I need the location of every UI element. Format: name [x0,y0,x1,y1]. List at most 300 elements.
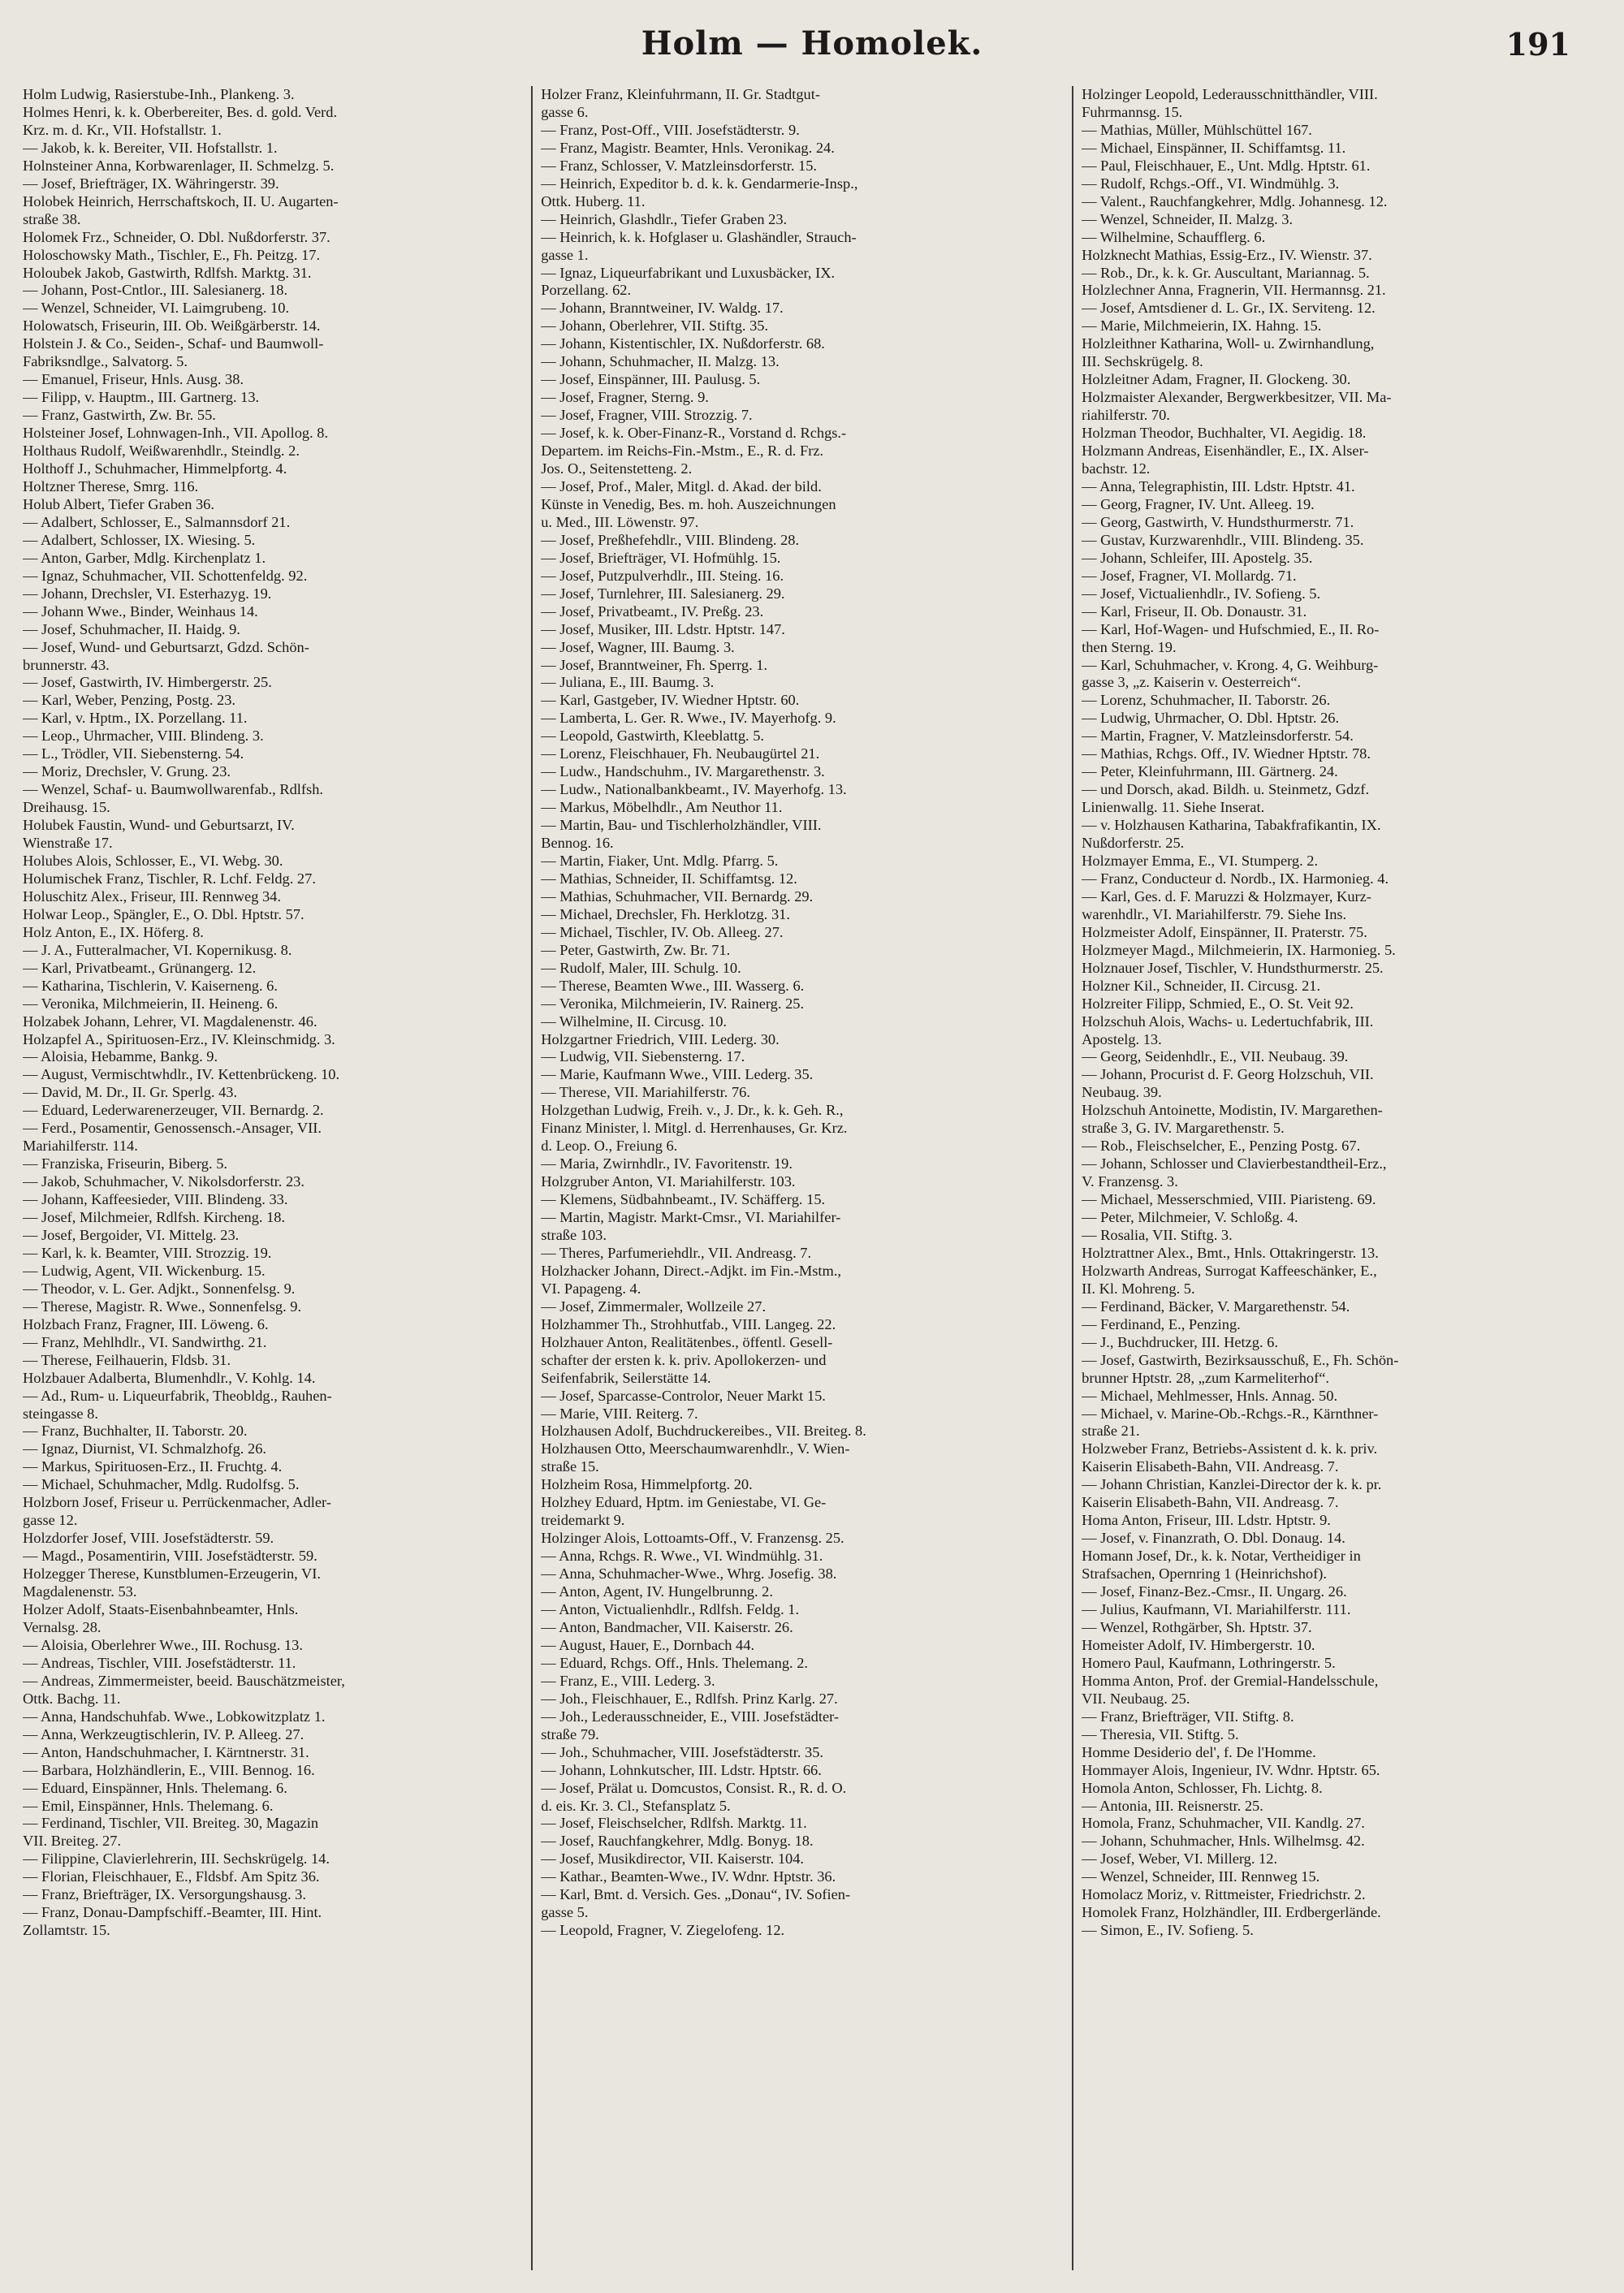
directory-entry: — Lorenz, Schuhmacher, II. Taborstr. 26. [1082,692,1331,709]
directory-entry: — Josef, Victualienhdlr., IV. Sofieng. 5. [1082,585,1321,602]
directory-entry: — Josef, Schuhmacher, II. Haidg. 9. [23,620,240,637]
directory-entry: — Ignaz, Liqueurfabrikant und Luxusbäcker, IX. [541,264,836,281]
directory-entry: — Therese, VII. Mariahilferstr. 76. [541,1084,750,1101]
directory-entry: Holzweber Franz, Betriebs-Assistent d. k. k. priv. [1082,1440,1378,1457]
directory-entry: — Theres, Parfumeriehdlr., VII. Andreasg. 7. [541,1244,812,1261]
directory-entry: — und Dorsch, akad. Bildh. u. Steinmetz, Gdzf. [1082,781,1370,798]
directory-entry: Holzner Kil., Schneider, II. Circusg. 21. [1082,977,1321,994]
directory-entry: Kaiserin Elisabeth-Bahn, VII. Andreasg. 7. [1082,1458,1339,1475]
directory-entry: — Josef, Gastwirth, Bezirksausschuß, E., Fh. Schön- [1082,1351,1399,1368]
directory-entry: — Moriz, Drechsler, V. Grung. 23. [23,763,231,780]
directory-entry: Homero Paul, Kaufmann, Lothringerstr. 5. [1082,1654,1336,1671]
directory-entry: — Lorenz, Fleischhauer, Fh. Neubaugürtel 21. [541,745,820,762]
directory-entry: — Josef, Fragner, Sterng. 9. [541,389,709,406]
directory-entry: VII. Breiteg. 27. [23,1833,122,1850]
directory-entry: Homa Anton, Friseur, III. Ldstr. Hptstr. 9. [1082,1512,1331,1529]
column-2 [541,86,1064,2270]
directory-entry: — Mathias, Schneider, II. Schiffamtsg. 12. [541,870,797,887]
directory-entry: — Jakob, k. k. Bereiter, VII. Hofstallstr. 1. [23,139,278,156]
directory-entry: Holstein J. & Co., Seiden-, Schaf- und Baumwoll- [23,335,324,352]
directory-entry: Fuhrmannsg. 15. [1082,103,1183,120]
directory-entry: Künste in Venedig, Bes. m. hoh. Auszeichnungen [541,495,836,512]
directory-entry: — Barbara, Holzhändlerin, E., VIII. Bennog. 16. [23,1761,315,1778]
directory-entry: — Franz, Post-Off., VIII. Josefstädterstr. 9. [541,121,800,138]
directory-entry: — Josef, Gastwirth, IV. Himbergerstr. 25. [23,674,272,691]
directory-entry: Holm Ludwig, Rasierstube-Inh., Plankeng. 3. [23,86,295,102]
directory-entry: — Wenzel, Schaf- u. Baumwollwarenfab., Rdlfsh. [23,781,323,798]
directory-entry: gasse 3, „z. Kaiserin v. Oesterreich“. [1082,674,1302,691]
directory-entry: — Eduard, Einspänner, Hnls. Thelemang. 6. [23,1779,287,1796]
directory-entry: — Kathar., Beamten-Wwe., IV. Wdnr. Hptstr. 36. [541,1868,836,1885]
column-divider [531,86,533,2270]
directory-entry: — Karl, Hof-Wagen- und Hufschmied, E., II. Ro- [1082,620,1380,637]
directory-entry: — Johann, Kistentischler, IX. Nußdorferstr. 68. [541,335,825,352]
directory-entry: III. Sechskrügelg. 8. [1082,353,1203,370]
directory-entry: — Johann, Branntweiner, IV. Waldg. 17. [541,300,784,317]
directory-entry: — Johann, Drechsler, VI. Esterhazyg. 19. [23,585,272,602]
directory-entry: Holthaus Rudolf, Weißwarenhdlr., Steindlg. 2. [23,443,300,460]
directory-entry: Holzmaister Alexander, Bergwerkbesitzer, VII. Ma- [1082,389,1392,406]
page-header [0,18,1624,75]
directory-entry: Holzer Adolf, Staats-Eisenbahnbeamter, Hnls. [23,1601,299,1618]
directory-entry: — Johann, Post-Cntlor., III. Salesianerg. 18. [23,282,288,299]
directory-entry: — Johann, Oberlehrer, VII. Stiftg. 35. [541,317,769,335]
directory-entry: — Karl, Friseur, II. Ob. Donaustr. 31. [1082,602,1307,620]
directory-entry: — Ignaz, Diurnist, VI. Schmalzhofg. 26. [23,1440,266,1457]
directory-entry: Homeister Adolf, IV. Himbergerstr. 10. [1082,1636,1315,1653]
directory-entry: Holzgartner Friedrich, VIII. Lederg. 30. [541,1030,780,1047]
directory-entry: — Josef, Putzpulverhdlr., III. Steing. 16. [541,567,784,584]
directory-entry: — Wilhelmine, Schaufflerg. 6. [1082,228,1266,245]
directory-entry: VII. Neubaug. 25. [1082,1690,1190,1707]
directory-entry: — Ferd., Posamentir, Genossensch.-Ansager, VII. [23,1120,322,1137]
directory-entry: gasse 1. [541,246,589,263]
directory-entry: — Josef, Bergoider, VI. Mittelg. 23. [23,1227,240,1243]
directory-entry: Holzheim Rosa, Himmelpfortg. 20. [541,1476,753,1493]
page-number: 191 [1505,26,1570,63]
directory-entry: — Ad., Rum- u. Liqueurfabrik, Theobldg., Rauhen- [23,1387,332,1404]
directory-entry: — Anna, Werkzeugtischlerin, IV. P. Alleeg. 27. [23,1725,304,1742]
directory-entry: — Juliana, E., III. Baumg. 3. [541,674,715,691]
directory-entry: Holubek Faustin, Wund- und Geburtsarzt, IV. [23,817,295,834]
directory-entry: — Johann, Procurist d. F. Georg Holzschuh, VII. [1082,1066,1374,1083]
directory-entry: Holzhammer Th., Strohhutfab., VIII. Langeg. 22. [541,1315,836,1332]
column-divider [1072,86,1073,2270]
directory-entry: Holzgethan Ludwig, Freih. v., J. Dr., k. k. Geh. R., [541,1102,844,1119]
directory-entry: Holtzner Therese, Smrg. 116. [23,477,199,494]
directory-entry: straße 15. [541,1458,599,1475]
directory-entry: — Michael, Messerschmied, VIII. Piaristeng. 69. [1082,1191,1376,1208]
directory-entry: — Rosalia, VII. Stiftg. 3. [1082,1227,1233,1243]
directory-entry: Holzhausen Otto, Meerschaumwarenhdlr., V. Wien- [541,1440,850,1457]
directory-entry: Nußdorferstr. 25. [1082,835,1185,852]
directory-entry: Holzinger Leopold, Lederausschnitthändler, VIII. [1082,86,1378,102]
directory-entry: Holzhausen Adolf, Buchdruckereibes., VII. Breiteg. 8. [541,1423,866,1440]
directory-entry: — Theresia, VII. Stiftg. 5. [1082,1725,1239,1742]
directory-entry: — Franz, Buchhalter, II. Taborstr. 20. [23,1423,248,1440]
directory-entry: Holzinger Alois, Lottoamts-Off., V. Franzensg. 25. [541,1530,844,1547]
directory-entry: brunner Hptstr. 28, „zum Karmeliterhof“. [1082,1369,1330,1386]
directory-entry: — Rob., Fleischselcher, E., Penzing Postg. 67. [1082,1138,1361,1155]
directory-entry: — Georg, Seidenhdlr., E., VII. Neubaug. 39. [1082,1048,1349,1065]
directory-entry: Vernalsg. 28. [23,1618,102,1635]
directory-entry: u. Med., III. Löwenstr. 97. [541,513,699,530]
directory-entry: — Michael, v. Marine-Ob.-Rchgs.-R., Kärnthner- [1082,1405,1379,1422]
directory-entry: — v. Holzhausen Katharina, Tabakfrafikantin, IX. [1082,817,1381,834]
directory-entry: Ottk. Huberg. 11. [541,192,646,209]
directory-entry: — Veronika, Milchmeierin, IV. Rainerg. 25. [541,995,805,1012]
directory-entry: Strafsachen, Opernring 1 (Heinrichshof). [1082,1565,1327,1583]
directory-entry: straße 79. [541,1725,599,1742]
directory-entry: — Josef, Prof., Maler, Mitgl. d. Akad. der bild. [541,477,822,494]
directory-entry: — Franz, Mehlhdlr., VI. Sandwirthg. 21. [23,1333,267,1350]
directory-entry: Homolek Franz, Holzhändler, III. Erdbergerlände. [1082,1904,1381,1921]
directory-entry: Holzbauer Adalberta, Blumenhdlr., V. Kohlg. 14. [23,1369,316,1386]
directory-entry: — Karl, Gastgeber, IV. Wiedner Hptstr. 60. [541,692,800,709]
column-3 [1082,86,1606,2270]
directory-entry: — Franz, Magistr. Beamter, Hnls. Veronikag. 24. [541,139,835,156]
directory-entry: — Franz, Donau-Dampfschiff.-Beamter, III. Hint. [23,1904,322,1921]
directory-entry: Holzleithner Katharina, Woll- u. Zwirnhandlung, [1082,335,1375,352]
directory-entry: — Josef, Einspänner, III. Paulusg. 5. [541,371,761,388]
directory-entry: Holub Albert, Tiefer Graben 36. [23,495,214,512]
directory-entry: — Rudolf, Maler, III. Schulg. 10. [541,959,741,976]
directory-entry: — Josef, k. k. Ober-Finanz-R., Vorstand d. Rchgs.- [541,425,847,442]
directory-entry: — Heinrich, Glashdlr., Tiefer Graben 23. [541,210,788,227]
directory-entry: — Mathias, Müller, Mühlschüttel 167. [1082,121,1312,138]
directory-entry: then Sterng. 19. [1082,638,1177,655]
directory-entry: — Peter, Kleinfuhrmann, III. Gärtnerg. 24. [1082,763,1338,780]
directory-entry: — Ferdinand, E., Penzing. [1082,1315,1241,1332]
directory-entry: — Wenzel, Rothgärber, Sh. Hptstr. 37. [1082,1618,1312,1635]
directory-entry: — Mathias, Schuhmacher, VII. Bernardg. 29. [541,887,814,905]
directory-entry: — Josef, Weber, VI. Millerg. 12. [1082,1850,1278,1868]
directory-entry: — Wenzel, Schneider, VI. Laimgrubeng. 10. [23,300,290,317]
directory-entry: Departem. im Reichs-Fin.-Mstm., E., R. d. Frz. [541,443,824,460]
directory-entry: — Karl, Privatbeamt., Grünangerg. 12. [23,959,257,976]
directory-entry: — Josef, Fragner, VIII. Strozzig. 7. [541,407,753,424]
directory-entry: — Josef, Briefträger, VI. Hofmühlg. 15. [541,549,781,566]
directory-entry: — Anna, Rchgs. R. Wwe., VI. Windmühlg. 31. [541,1548,823,1565]
directory-entry: — Theodor, v. L. Ger. Adjkt., Sonnenfelsg. 9. [23,1280,296,1297]
directory-entry: — Gustav, Kurzwarenhdlr., VIII. Blindeng. 35. [1082,531,1364,548]
directory-entry: — Maria, Zwirnhdlr., IV. Favoritenstr. 19. [541,1155,793,1172]
directory-entry: — Joh., Fleischhauer, E., Rdlfsh. Prinz Karlg. 27. [541,1690,838,1707]
directory-entry: — Klemens, Südbahnbeamt., IV. Schäfferg. 15. [541,1191,826,1208]
directory-entry: Holz Anton, E., IX. Höferg. 8. [23,923,204,940]
directory-entry: — J., Buchdrucker, III. Hetzg. 6. [1082,1333,1278,1350]
directory-entry: — Ludw., Handschuhm., IV. Margarethenstr. 3. [541,763,825,780]
directory-entry: — Johann, Kaffeesieder, VIII. Blindeng. 33. [23,1191,288,1208]
directory-entry: Holoubek Jakob, Gastwirth, Rdlfsh. Marktg. 31. [23,264,312,281]
directory-entry: — J. A., Futteralmacher, VI. Kopernikusg. 8. [23,941,292,958]
directory-entry: — Ludwig, Agent, VII. Wickenburg. 15. [23,1262,266,1279]
directory-entry: Homola Anton, Schlosser, Fh. Lichtg. 8. [1082,1779,1323,1796]
directory-entry: — Josef, Fragner, VI. Mollardg. 71. [1082,567,1297,584]
directory-entry: — Markus, Möbelhdlr., Am Neuthor 11. [541,799,783,816]
directory-entry: — Johann, Schuhmacher, II. Malzg. 13. [541,353,780,370]
directory-entry: — Josef, Preßhefehdlr., VIII. Blindeng. 28. [541,531,800,548]
directory-entry: Holsteiner Josef, Lohnwagen-Inh., VII. Apollog. 8. [23,425,329,442]
directory-entry: Holzapfel A., Spirituosen-Erz., IV. Kleinschmidg. 3. [23,1030,335,1047]
directory-entry: Jos. O., Seitenstetteng. 2. [541,460,693,477]
directory-entry: — Martin, Fragner, V. Matzleinsdorferstr. 54. [1082,728,1354,745]
directory-entry: Holzreiter Filipp, Schmied, E., O. St. Veit 92. [1082,995,1354,1012]
directory-entry: — Andreas, Tischler, VIII. Josefstädterstr. 11. [23,1654,296,1671]
running-head: Holm — Homolek. [641,24,983,63]
directory-entry: Holzer Franz, Kleinfuhrmann, II. Gr. Stadtgut- [541,86,820,102]
directory-entry: — Josef, Zimmermaler, Wollzeile 27. [541,1298,767,1315]
directory-entry: — Therese, Magistr. R. Wwe., Sonnenfelsg. 9. [23,1298,302,1315]
directory-entry: — Anna, Handschuhfab. Wwe., Lobkowitzplatz 1. [23,1708,326,1725]
directory-entry: — Valent., Rauchfangkehrer, Mdlg. Johannesg. 12. [1082,192,1388,209]
directory-entry: — Martin, Magistr. Markt-Cmsr., VI. Mariahilfer- [541,1209,841,1226]
directory-entry: Magdalenenstr. 53. [23,1583,137,1600]
directory-entry: Holznauer Josef, Tischler, V. Hundsthurmerstr. 25. [1082,959,1384,976]
directory-entry: — Michael, Drechsler, Fh. Herklotzg. 31. [541,905,790,922]
directory-entry: Holzknecht Mathias, Essig-Erz., IV. Wienstr. 37. [1082,246,1372,263]
directory-entry: — August, Hauer, E., Dornbach 44. [541,1636,755,1653]
directory-entry: Dreihausg. 15. [23,799,110,816]
directory-entry: — Ignaz, Schuhmacher, VII. Schottenfeldg. 92. [23,567,308,584]
directory-entry: Holzgruber Anton, VI. Mariahilferstr. 103. [541,1173,796,1190]
directory-entry: Holzhauer Anton, Realitätenbes., öffentl. Gesell- [541,1333,833,1350]
directory-entry: — Josef, Sparcasse-Controlor, Neuer Markt 15. [541,1387,826,1404]
directory-entry: straße 38. [23,210,81,227]
directory-entry: — Karl, Bmt. d. Versich. Ges. „Donau“, IV. Sofien- [541,1886,851,1903]
directory-entry: — Josef, Turnlehrer, III. Salesianerg. 29. [541,585,785,602]
directory-entry: Holubes Alois, Schlosser, E., VI. Webg. 30. [23,852,283,869]
directory-entry: Holzschuh Alois, Wachs- u. Ledertuchfabrik, III. [1082,1013,1374,1030]
directory-entry: — Johann, Lohnkutscher, III. Ldstr. Hptstr. 66. [541,1761,822,1778]
directory-entry: Homolacz Moriz, v. Rittmeister, Friedrichstr. 2. [1082,1886,1366,1903]
directory-entry: — Josef, Amtsdiener d. L. Gr., IX. Serviteng. 12. [1082,300,1376,317]
directory-entry: Linienwallg. 11. Siehe Inserat. [1082,799,1265,816]
directory-entry: Holwar Leop., Spängler, E., O. Dbl. Hptstr. 57. [23,905,304,922]
directory-entry: — Wilhelmine, II. Circusg. 10. [541,1013,728,1030]
directory-entry: — Josef, Musiker, III. Ldstr. Hptstr. 147. [541,620,785,637]
directory-entry: — Josef, Branntweiner, Fh. Sperrg. 1. [541,656,768,673]
directory-entry: — Joh., Schuhmacher, VIII. Josefstädterstr. 35. [541,1743,824,1760]
directory-entry: II. Kl. Mohreng. 5. [1082,1280,1195,1297]
directory-entry: — Peter, Milchmeier, V. Schloßg. 4. [1082,1209,1298,1226]
directory-entry: Kaiserin Elisabeth-Bahn, VII. Andreasg. 7. [1082,1494,1339,1511]
directory-entry: — Ferdinand, Bäcker, V. Margarethenstr. 54. [1082,1298,1350,1315]
directory-entry: — Rob., Dr., k. k. Gr. Auscultant, Mariannag. 5. [1082,264,1370,281]
directory-entry: — Michael, Einspänner, II. Schiffamtsg. 11. [1082,139,1346,156]
directory-entry: — Michael, Schuhmacher, Mdlg. Rudolfsg. 5. [23,1476,300,1493]
directory-entry: — Therese, Beamten Wwe., III. Wasserg. 6. [541,977,805,994]
directory-entry: VI. Papageng. 4. [541,1280,641,1297]
directory-entry: — Josef, Wagner, III. Baumg. 3. [541,638,735,655]
directory-entry: — L., Trödler, VII. Siebensterng. 54. [23,745,244,762]
directory-entry: Ottk. Bachg. 11. [23,1690,121,1707]
directory-entry: — Johann, Schleifer, III. Apostelg. 35. [1082,549,1313,566]
directory-entry: — Karl, k. k. Beamter, VIII. Strozzig. 19. [23,1244,272,1261]
directory-entry: — Michael, Tischler, IV. Ob. Alleeg. 27. [541,923,784,940]
directory-entry: — Andreas, Zimmermeister, beeid. Bauschätzmeister, [23,1672,345,1689]
directory-entry: — Anton, Garber, Mdlg. Kirchenplatz 1. [23,549,266,566]
directory-entry: — Ludwig, VII. Siebensterng. 17. [541,1048,745,1065]
directory-entry: Holmes Henri, k. k. Oberbereiter, Bes. d. gold. Verd. [23,103,338,120]
directory-entry: Holzhacker Johann, Direct.-Adjkt. im Fin.-Mstm., [541,1262,842,1279]
directory-entry: warenhdlr., VI. Mariahilferstr. 79. Siehe Ins. [1082,905,1347,922]
directory-entry: — Josef, Prälat u. Domcustos, Consist. R., R. d. O. [541,1779,847,1796]
directory-entry: Holzabek Johann, Lehrer, VI. Magdalenenstr. 46. [23,1013,317,1030]
directory-entry: Fabriksndlge., Salvatorg. 5. [23,353,188,370]
directory-entry: — Johann Christian, Kanzlei-Director der k. k. pr. [1082,1476,1382,1493]
directory-entry: Homme Desiderio del', f. De l'Homme. [1082,1743,1316,1760]
directory-entry: — Florian, Fleischhauer, E., Fldsbf. Am Spitz 36. [23,1868,320,1885]
directory-entry: — Wenzel, Schneider, II. Malzg. 3. [1082,210,1294,227]
directory-entry: — Franz, E., VIII. Lederg. 3. [541,1672,715,1689]
directory-entry: — Veronika, Milchmeierin, II. Heineng. 6. [23,995,279,1012]
directory-entry: Holzmayer Emma, E., VI. Stumperg. 2. [1082,852,1319,869]
directory-entry: Holzlechner Anna, Fragnerin, VII. Hermannsg. 21. [1082,282,1386,299]
directory-entry: straße 21. [1082,1423,1140,1440]
directory-entry: — Heinrich, Expeditor b. d. k. k. Gendarmerie-Insp., [541,175,858,192]
directory-entry: — Josef, v. Finanzrath, O. Dbl. Donaug. 14. [1082,1530,1345,1547]
directory-entry: — Josef, Musikdirector, VII. Kaiserstr. 104. [541,1850,805,1868]
directory-entry: Bennog. 16. [541,835,614,852]
directory-entry: — Josef, Privatbeamt., IV. Preßg. 23. [541,602,764,620]
directory-entry: Holowatsch, Friseurin, III. Ob. Weißgärberstr. 14. [23,317,321,335]
directory-entry: — David, M. Dr., II. Gr. Sperlg. 43. [23,1084,238,1101]
directory-entry: — Anton, Agent, IV. Hungelbrunng. 2. [541,1583,773,1600]
directory-entry: — Georg, Fragner, IV. Unt. Alleeg. 19. [1082,495,1315,512]
directory-entry: straße 103. [541,1227,607,1243]
directory-entry: Apostelg. 13. [1082,1030,1162,1047]
directory-entry: — Joh., Lederausschneider, E., VIII. Josefstädter- [541,1708,839,1725]
directory-entry: — Franz, Conducteur d. Nordb., IX. Harmonieg. 4. [1082,870,1389,887]
directory-entry: — Josef, Milchmeier, Rdlfsh. Kircheng. 18. [23,1209,286,1226]
directory-entry: Holthoff J., Schuhmacher, Himmelpfortg. 4. [23,460,287,477]
directory-entry: d. eis. Kr. 3. Cl., Stefansplatz 5. [541,1797,731,1814]
directory-entry: — Josef, Briefträger, IX. Währingerstr. 39. [23,175,279,192]
directory-entry: — Markus, Spirituosen-Erz., II. Fruchtg. 4. [23,1458,283,1475]
directory-entry: — Katharina, Tischlerin, V. Kaiserneng. 6. [23,977,278,994]
directory-entry: brunnerstr. 43. [23,656,110,673]
directory-entry: — Martin, Bau- und Tischlerholzhändler, VIII. [541,817,822,834]
directory-entry: treidemarkt 9. [541,1512,625,1529]
directory-entry: — Josef, Fleischselcher, Rdlfsh. Marktg. 11. [541,1815,807,1832]
directory-entry: Neubaug. 39. [1082,1084,1162,1101]
directory-entry: riahilferstr. 70. [1082,407,1170,424]
directory-entry: Holzdorfer Josef, VIII. Josefstädterstr. 59. [23,1530,274,1547]
directory-entry: — Filippine, Clavierlehrerin, III. Sechskrügelg. 14. [23,1850,330,1868]
directory-entry: Porzellang. 62. [541,282,632,299]
directory-entry: Holzmeyer Magd., Milchmeierin, IX. Harmonieg. 5. [1082,941,1396,958]
directory-entry: — Josef, Rauchfangkehrer, Mdlg. Bonyg. 18. [541,1833,814,1850]
directory-entry: — Magd., Posamentirin, VIII. Josefstädterstr. 59. [23,1548,317,1565]
directory-entry: Holztrattner Alex., Bmt., Hnls. Ottakringerstr. 13. [1082,1244,1379,1261]
directory-entry: — Marie, Milchmeierin, IX. Hahng. 15. [1082,317,1322,335]
directory-entry: — Johann, Schuhmacher, Hnls. Wilhelmsg. 42. [1082,1833,1365,1850]
directory-entry: Seifenfabrik, Seilerstätte 14. [541,1369,711,1386]
directory-entry: — Anna, Schuhmacher-Wwe., Whrg. Josefig. 38. [541,1565,837,1583]
directory-entry: Hommayer Alois, Ingenieur, IV. Wdnr. Hptstr. 65. [1082,1761,1380,1778]
directory-entry: Holzwarth Andreas, Surrogat Kaffeeschänker, E., [1082,1262,1377,1279]
directory-entry: Holzman Theodor, Buchhalter, VI. Aegidig. 18. [1082,425,1367,442]
directory-entry: — Leopold, Gastwirth, Kleeblattg. 5. [541,728,765,745]
directory-entry: — Jakob, Schuhmacher, V. Nikolsdorferstr. 23. [23,1173,304,1190]
directory-entry: — Leopold, Fragner, V. Ziegelofeng. 12. [541,1922,785,1939]
directory-entry: — Anton, Victualienhdlr., Rdlfsh. Feldg. 1. [541,1601,800,1618]
directory-entry: Holzschuh Antoinette, Modistin, IV. Margarethen- [1082,1102,1383,1119]
directory-entry: — Filipp, v. Hauptm., III. Gartnerg. 13. [23,389,260,406]
directory-entry: Holzmeister Adolf, Einspänner, II. Praterstr. 75. [1082,923,1367,940]
directory-entry: — Franziska, Friseurin, Biberg. 5. [23,1155,227,1172]
directory-entry: Holomek Frz., Schneider, O. Dbl. Nußdorferstr. 37. [23,228,330,245]
directory-entry: — Anton, Handschuhmacher, I. Kärntnerstr. 31. [23,1743,309,1760]
directory-entry: Holuschitz Alex., Friseur, III. Rennweg 34. [23,887,281,905]
directory-entry: — Martin, Fiaker, Unt. Mdlg. Pfarrg. 5. [541,852,779,869]
directory-entry: gasse 12. [23,1512,78,1529]
directory-entry: — Emil, Einspänner, Hnls. Thelemang. 6. [23,1797,274,1814]
directory-entry: Holzbach Franz, Fragner, III. Löweng. 6. [23,1315,269,1332]
directory-entry: Finanz Minister, l. Mitgl. d. Herrenhauses, Gr. Krz. [541,1120,848,1137]
directory-entry: — Karl, Ges. d. F. Maruzzi & Holzmayer, Kurz- [1082,887,1371,905]
directory-entry: — Johann, Schlosser und Clavierbestandtheil-Erz., [1082,1155,1387,1172]
directory-entry: — Karl, Schuhmacher, v. Krong. 4, G. Weihburg- [1082,656,1379,673]
directory-entry: Zollamtstr. 15. [23,1922,110,1939]
directory-entry: Krz. m. d. Kr., VII. Hofstallstr. 1. [23,121,222,138]
directory-entry: — Marie, VIII. Reiterg. 7. [541,1405,698,1422]
directory-entry: — Ferdinand, Tischler, VII. Breiteg. 30, Magazin [23,1815,319,1832]
directory-entry: bachstr. 12. [1082,460,1151,477]
directory-entry: d. Leop. O., Freiung 6. [541,1138,678,1155]
directory-entry: V. Franzensg. 3. [1082,1173,1178,1190]
directory-entry: — Heinrich, k. k. Hofglaser u. Glashändler, Strauch- [541,228,857,245]
directory-entry: — Aloisia, Oberlehrer Wwe., III. Rochusg. 13. [23,1636,303,1653]
directory-entry: — Therese, Feilhauerin, Fldsb. 31. [23,1351,231,1368]
directory-entry: — Adalbert, Schlosser, IX. Wiesing. 5. [23,531,256,548]
directory-entry: — Franz, Briefträger, VII. Stiftg. 8. [1082,1708,1294,1725]
directory-entry: — Ludwig, Uhrmacher, O. Dbl. Hptstr. 26. [1082,710,1340,727]
directory-entry: Homma Anton, Prof. der Gremial-Handelsschule, [1082,1672,1379,1689]
directory-entry: — Adalbert, Schlosser, E., Salmannsdorf 21. [23,513,291,530]
directory-entry: — Peter, Gastwirth, Zw. Br. 71. [541,941,731,958]
directory-entry: — Josef, Finanz-Bez.-Cmsr., II. Ungarg. 26. [1082,1583,1347,1600]
directory-entry: gasse 6. [541,103,589,120]
directory-entry: Mariahilferstr. 114. [23,1138,138,1155]
directory-entry: Holzmann Andreas, Eisenhändler, E., IX. Alser- [1082,443,1369,460]
directory-entry: Homola, Franz, Schuhmacher, VII. Kandlg. 27. [1082,1815,1365,1832]
directory-entry: — Georg, Gastwirth, V. Hundsthurmerstr. 71. [1082,513,1354,530]
directory-entry: — August, Vermischtwhdlr., IV. Kettenbrückeng. 10. [23,1066,340,1083]
directory-entry: Holzegger Therese, Kunstblumen-Erzeugerin, VI. [23,1565,322,1583]
directory-entry: Holzborn Josef, Friseur u. Perrückenmacher, Adler- [23,1494,331,1511]
directory-entry: Holzhey Eduard, Hptm. im Geniestabe, VI. Ge- [541,1494,827,1511]
directory-entry: — Mathias, Rchgs. Off., IV. Wiedner Hptstr. 78. [1082,745,1371,762]
directory-entry: — Eduard, Rchgs. Off., Hnls. Thelemang. 2. [541,1654,809,1671]
directory-entry: — Josef, Wund- und Geburtsarzt, Gdzd. Schön- [23,638,309,655]
directory-entry: — Paul, Fleischhauer, E., Unt. Mdlg. Hptstr. 61. [1082,157,1371,174]
directory-entry: — Johann Wwe., Binder, Weinhaus 14. [23,602,258,620]
directory-entry: — Simon, E., IV. Sofieng. 5. [1082,1922,1254,1939]
directory-entry: Wienstraße 17. [23,835,113,852]
directory-entry: steingasse 8. [23,1405,98,1422]
directory-entry: — Aloisia, Hebamme, Bankg. 9. [23,1048,218,1065]
directory-entry: — Marie, Kaufmann Wwe., VIII. Lederg. 35. [541,1066,814,1083]
directory-entry: — Rudolf, Rchgs.-Off., VI. Windmühlg. 3. [1082,175,1340,192]
directory-entry: — Eduard, Lederwarenerzeuger, VII. Bernardg. 2. [23,1102,324,1119]
directory-columns [23,86,1606,2270]
directory-entry: Holzleitner Adam, Fragner, II. Glockeng. 30. [1082,371,1351,388]
directory-entry: — Anna, Telegraphistin, III. Ldstr. Hptstr. 41. [1082,477,1355,494]
directory-entry: Holumischek Franz, Tischler, R. Lchf. Feldg. 27. [23,870,316,887]
directory-entry: Holnsteiner Anna, Korbwarenlager, II. Schmelzg. 5. [23,157,335,174]
